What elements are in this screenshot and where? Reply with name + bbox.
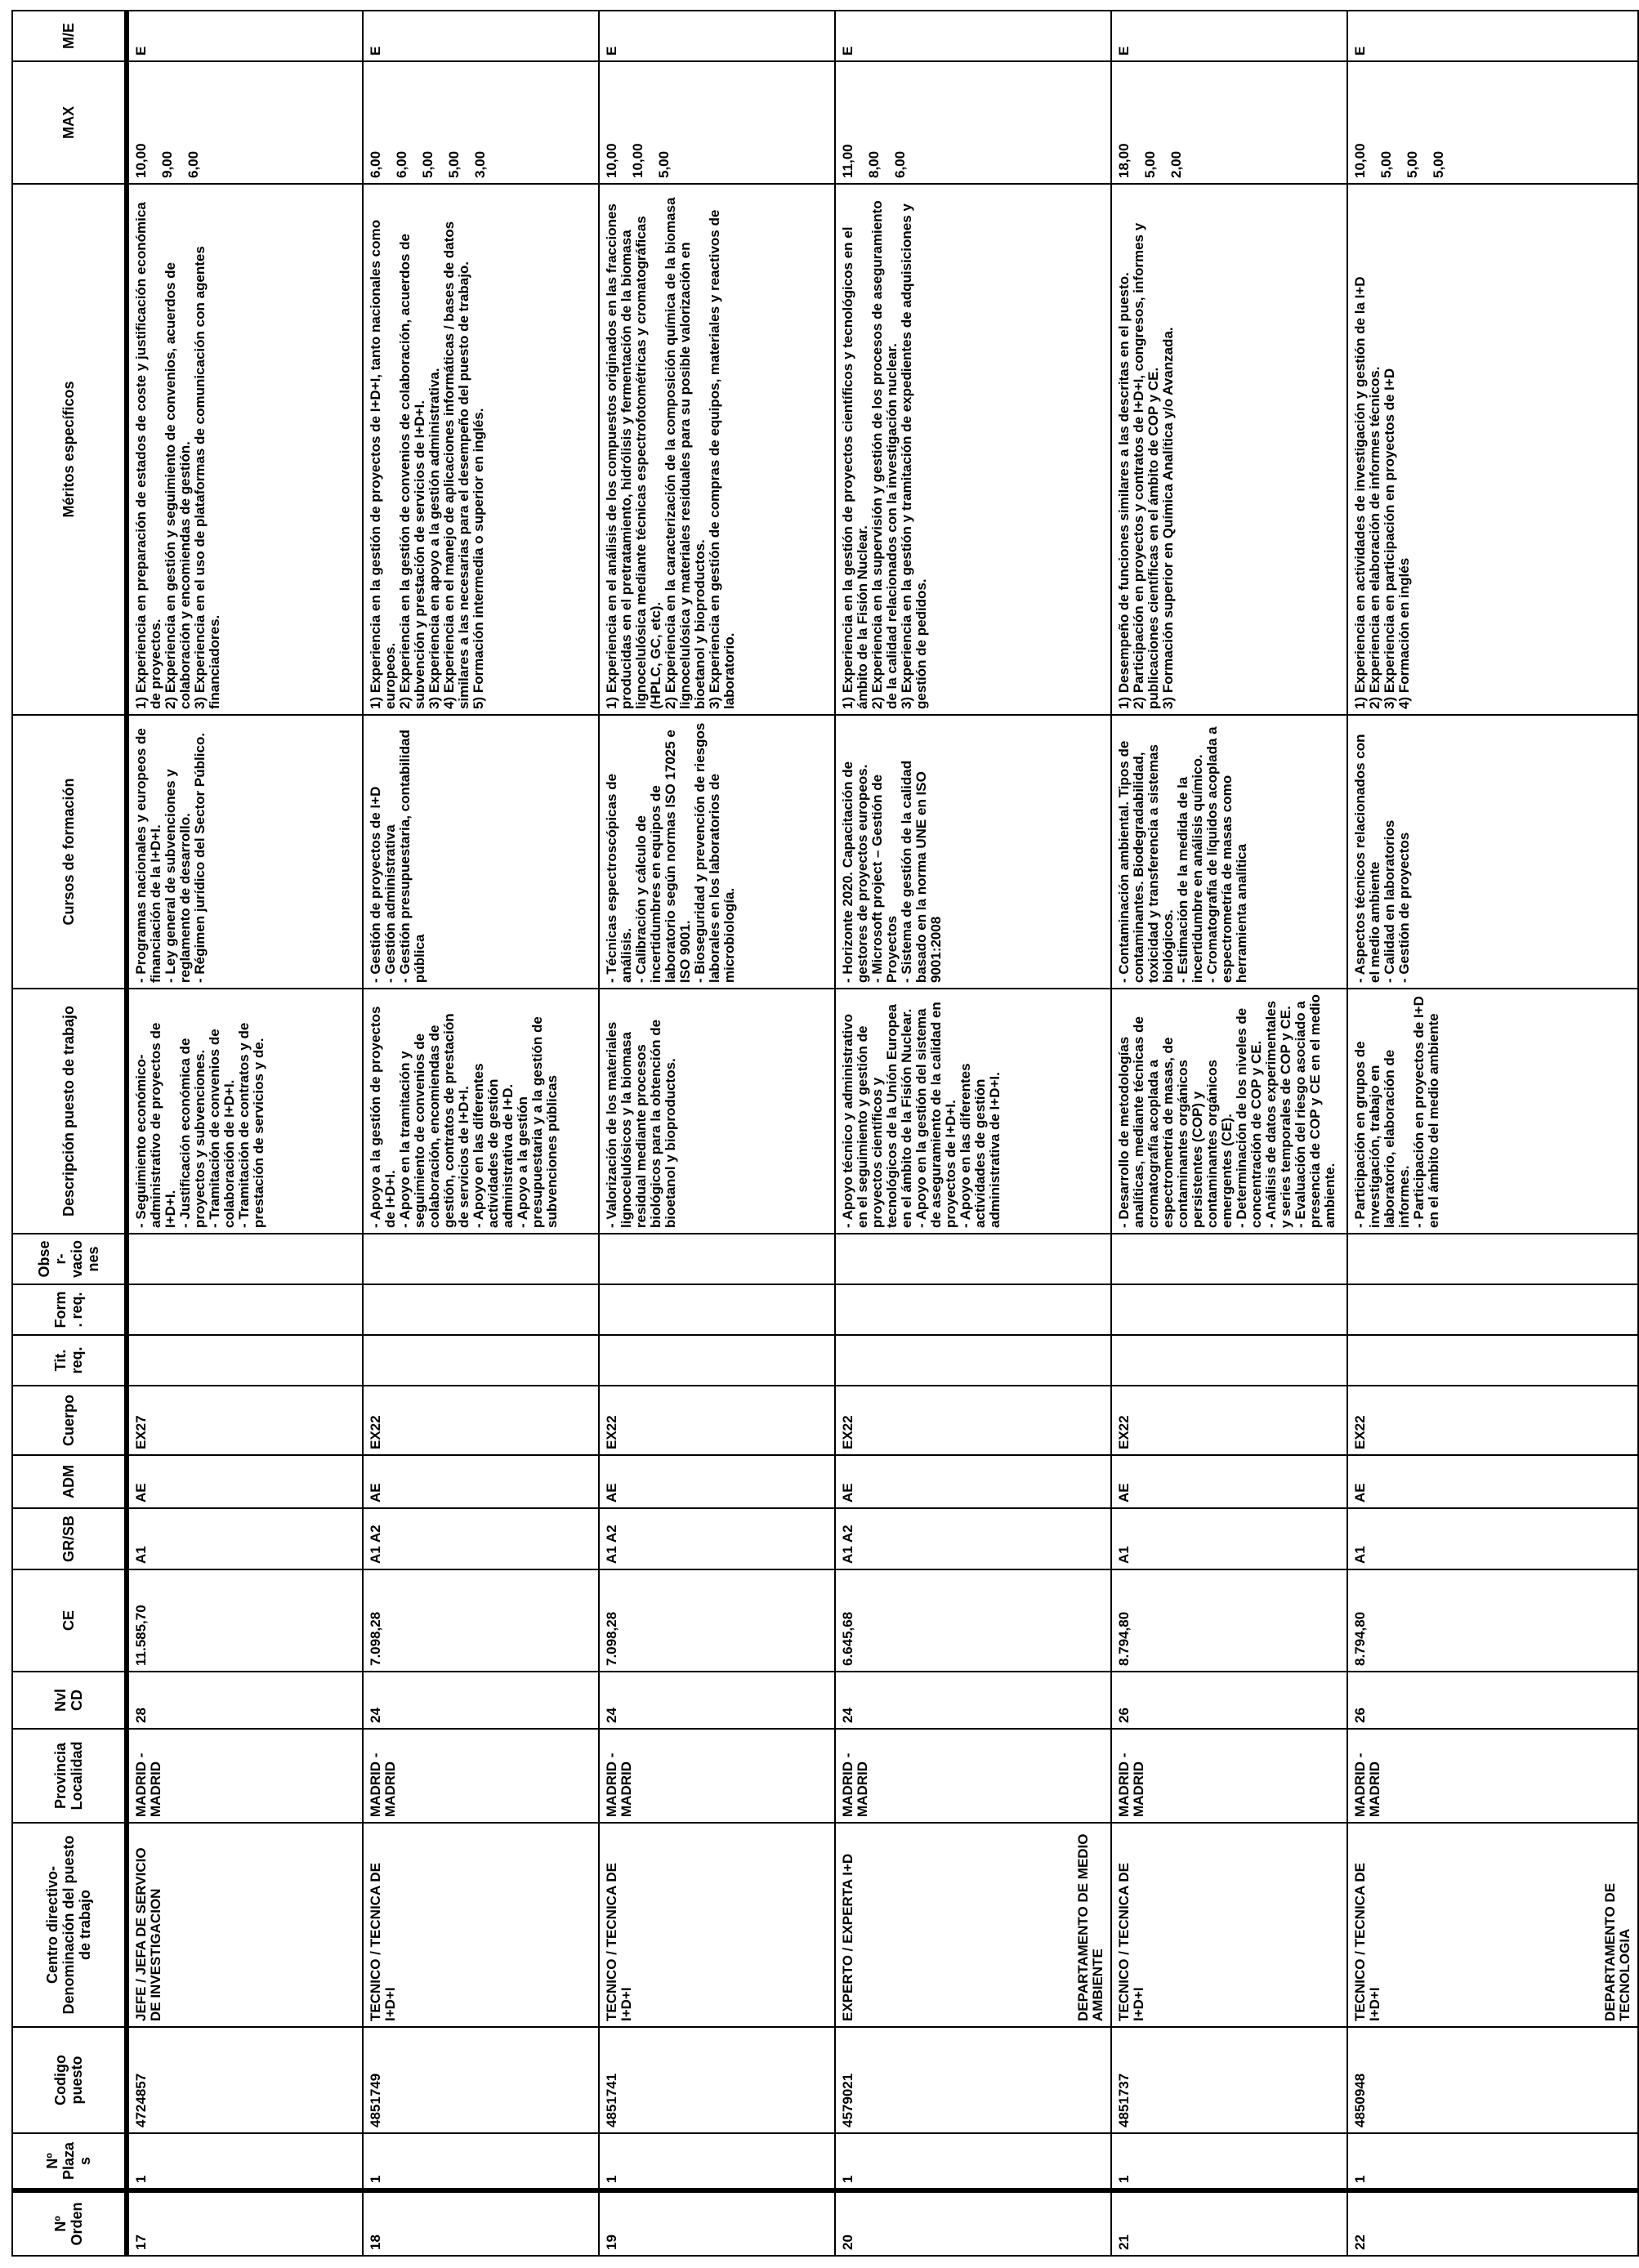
cell-orden: 20: [835, 2190, 1111, 2256]
cell-orden: 18: [363, 2190, 599, 2256]
position-title: EXPERTO / EXPERTA I+D: [840, 1853, 855, 2021]
cell-provincia: MADRID - MADRID: [127, 1729, 363, 1823]
cell-observaciones: [1111, 1234, 1347, 1284]
cell-orden: 19: [599, 2190, 835, 2256]
cell-nivel: 24: [835, 1672, 1111, 1729]
header-provincia: Provincia Localidad: [12, 1729, 127, 1823]
cell-nivel: 28: [127, 1672, 363, 1729]
cell-centro: [1347, 1823, 1638, 2027]
cell-ce: 7.098,28: [599, 1569, 835, 1672]
cell-cuerpo: EX27: [127, 1386, 363, 1455]
cell-meritos: [1111, 184, 1347, 715]
cell-formreq: [1347, 1284, 1638, 1335]
meritos-text: 1) Experiencia en actividades de investigación y gestión de la I+D 2) Experiencia en elaboración de informes técnicos. 3) Experiencia en participación en proyectos de I+D 4) Formación en inglés: [1352, 276, 1412, 709]
job-positions-table: [11, 10, 1639, 2257]
position-title: TECNICO / TECNICA DE I+D+I: [1352, 1863, 1382, 2021]
cell-meritos: [1347, 184, 1638, 715]
cell-descripcion: [599, 989, 835, 1234]
cell-max: [127, 61, 363, 184]
header-titreq: Tit. req.: [12, 1335, 127, 1386]
max-score: 5,00: [1142, 150, 1158, 178]
cell-grsb: A1 A2: [835, 1508, 1111, 1569]
cursos-text: - Aspectos técnicos relacionados con el medio ambiente - Calidad en laboratorios - Gestión de proyectos: [1352, 734, 1412, 983]
cell-cuerpo: EX22: [599, 1386, 835, 1455]
table-row: [127, 11, 363, 2256]
cell-observaciones: [363, 1234, 599, 1284]
cell-ce: 6.645,68: [835, 1569, 1111, 1672]
cell-max: [1347, 61, 1638, 184]
header-codigo: Codigo puesto: [12, 2027, 127, 2133]
max-score: 6,00: [185, 150, 201, 178]
max-score: 10,00: [133, 143, 149, 178]
cell-centro: [1111, 1823, 1347, 2027]
max-score: 5,00: [1378, 150, 1394, 178]
cell-cuerpo: EX22: [363, 1386, 599, 1455]
cell-me: E: [127, 11, 363, 61]
max-score: 10,00: [630, 143, 645, 178]
cell-adm: AE: [363, 1455, 599, 1508]
cursos-text: - Gestión de proyectos de I+D - Gestión administrativa - Gestión presupuestaria, contabilidad pública: [368, 730, 427, 983]
cell-provincia: MADRID - MADRID: [1347, 1729, 1638, 1823]
max-score: 10,00: [604, 143, 619, 178]
cell-plazas: 1: [1111, 2133, 1347, 2190]
cell-titreq: [1111, 1335, 1347, 1386]
cell-provincia: MADRID - MADRID: [363, 1729, 599, 1823]
max-score: 6,00: [394, 150, 409, 178]
cell-titreq: [1347, 1335, 1638, 1386]
cell-codigo: 4850948: [1347, 2027, 1638, 2133]
cell-provincia: MADRID - MADRID: [599, 1729, 835, 1823]
descripcion-text: - Participación en grupos de investigación, trabajo en laboratorio, elaboración de informes. - Participación en proyectos de I+D en el ámbito del medio ambiente: [1352, 996, 1441, 1228]
cell-cuerpo: EX22: [1111, 1386, 1347, 1455]
cell-meritos: [599, 184, 835, 715]
cell-formreq: [127, 1284, 363, 1335]
cell-ce: 7.098,28: [363, 1569, 599, 1672]
cell-nivel: 26: [1111, 1672, 1347, 1729]
header-descripcion: Descripción puesto de trabajo: [12, 989, 127, 1234]
cell-descripcion: [363, 989, 599, 1234]
descripcion-text: - Valorización de los materiales lignocelulósicos y la biomasa residual mediante procesos biológicos para la obtención de bioetanol y bioproductos.: [604, 1019, 678, 1228]
cell-cursos: [363, 715, 599, 989]
header-nivel: Nvl CD: [12, 1672, 127, 1729]
cell-nivel: 24: [599, 1672, 835, 1729]
table-row: [599, 11, 835, 2256]
header-cuerpo: Cuerpo: [12, 1386, 127, 1455]
cell-formreq: [835, 1284, 1111, 1335]
cell-cursos: [835, 715, 1111, 989]
max-score: 5,00: [656, 150, 672, 178]
cell-adm: AE: [1111, 1455, 1347, 1508]
cell-cursos: [1111, 715, 1347, 989]
cell-me: E: [363, 11, 599, 61]
meritos-text: 1) Experiencia en la gestión de proyectos científicos y tecnológicos en el ámbito de la Fisión Nuclear. 2) Experiencia en la supervisión y gestión de los procesos de aseguramiento de la calidad relacionados con la investigación nuclear. 3) Experiencia en la gestión y tramitación de expedientes de adquisiciones y gestión de pedidos.: [840, 200, 929, 709]
cell-orden: 17: [127, 2190, 363, 2256]
cell-adm: AE: [127, 1455, 363, 1508]
meritos-text: 1) Experiencia en preparación de estados de coste y justificación económica de proyectos. 2) Experiencia en gestión y seguimiento de convenios, acuerdos de colaboración y encomiendas de gestión. 3) Experiencia en el uso de plataformas de comunicación con agentes financiadores.: [133, 202, 222, 709]
cell-adm: AE: [1347, 1455, 1638, 1508]
cell-max: [1111, 61, 1347, 184]
cell-cursos: [127, 715, 363, 989]
cell-descripcion: [127, 989, 363, 1234]
cell-nivel: 26: [1347, 1672, 1638, 1729]
cell-meritos: [127, 184, 363, 715]
header-cursos: Cursos de formación: [12, 715, 127, 989]
cell-observaciones: [127, 1234, 363, 1284]
cell-observaciones: [835, 1234, 1111, 1284]
cell-plazas: 1: [1347, 2133, 1638, 2190]
max-score: 5,00: [1431, 150, 1446, 178]
cell-observaciones: [599, 1234, 835, 1284]
header-meritos: Méritos específicos: [12, 184, 127, 715]
max-score: 6,00: [892, 150, 908, 178]
cell-descripcion: [835, 989, 1111, 1234]
cell-formreq: [363, 1284, 599, 1335]
table-row: [1111, 11, 1347, 2256]
max-score: 5,00: [446, 150, 462, 178]
cell-titreq: [363, 1335, 599, 1386]
cell-plazas: 1: [363, 2133, 599, 2190]
cell-adm: AE: [599, 1455, 835, 1508]
cell-grsb: A1: [1347, 1508, 1638, 1569]
cell-plazas: 1: [127, 2133, 363, 2190]
cell-cuerpo: EX22: [1347, 1386, 1638, 1455]
cell-meritos: [835, 184, 1111, 715]
max-score: 5,00: [420, 150, 435, 178]
max-score: 18,00: [1116, 143, 1132, 178]
cell-codigo: 4851741: [599, 2027, 835, 2133]
cell-centro: [127, 1823, 363, 2027]
descripcion-text: - Desarrollo de metodologías analíticas, mediante técnicas de cromatografía acoplada a espectrometría de masas, de contaminantes orgánicos persistentes (COP) y contaminantes orgánicos emergentes (CE). - Determinación de los niveles de concentración de COP y CE. - Análisis de datos experimentales y series temporales de COP y CE. - Evaluación del riesgo asociado a presencia de COP y CE en el medio ambiente.: [1116, 994, 1338, 1228]
cell-cursos: [599, 715, 835, 989]
header-max: MAX: [12, 61, 127, 184]
header-orden: Nº Orden: [12, 2190, 127, 2256]
header-grsb: GR/SB: [12, 1508, 127, 1569]
cell-plazas: 1: [599, 2133, 835, 2190]
cell-codigo: 4579021: [835, 2027, 1111, 2133]
department-name: DEPARTAMENTO DE TECNOLOGIA: [1602, 1882, 1632, 2021]
meritos-text: 1) Experiencia en la gestión de proyectos de I+D+I, tanto nacionales como europeos. 2) Experiencia en la gestión de convenios de colaboración, acuerdos de subvención y prestación de servicios de I+D+I. 3) Experiencia en apoyo a la gestión administrativa. 4) Experiencia en el manejo de aplicaciones informáticas / bases de datos similares a las necesarias para el desempeño del puesto de trabajo. 5) Formación intermedia o superior en inglés.: [368, 220, 486, 709]
header-ce: CE: [12, 1569, 127, 1672]
cell-centro: [835, 1823, 1111, 2027]
cell-titreq: [599, 1335, 835, 1386]
cell-codigo: 4724857: [127, 2027, 363, 2133]
cell-provincia: MADRID - MADRID: [835, 1729, 1111, 1823]
table-header-row: [12, 11, 127, 2256]
meritos-text: 1) Experiencia en el análisis de los compuestos originados en las fracciones producidas en el pretratamiento, hidrólisis y fermentación de la biomasa lignocelulósica mediante técnicas espectrofotométricas y cromatográficas (HPLC, GC, etc). 2) Experiencia en la caracterización de la composición química de la biomasa lignocelulósica y materiales residuales para su posible valorización en bioetanol y bioproductos. 3) Experiencia en gestión de compras de equipos, materiales y reactivos de laboratorio.: [604, 197, 737, 709]
cell-cursos: [1347, 715, 1638, 989]
cell-codigo: 4851737: [1111, 2027, 1347, 2133]
cell-me: E: [1347, 11, 1638, 61]
position-title: TECNICO / TECNICA DE I+D+I: [368, 1863, 398, 2021]
table-row: [1347, 11, 1638, 2256]
max-score: 2,00: [1168, 150, 1184, 178]
cell-me: E: [835, 11, 1111, 61]
header-observaciones: Obser-vaciones: [12, 1234, 127, 1284]
cell-centro: [363, 1823, 599, 2027]
cell-grsb: A1 A2: [363, 1508, 599, 1569]
cell-titreq: [127, 1335, 363, 1386]
cell-grsb: A1: [127, 1508, 363, 1569]
cell-formreq: [599, 1284, 835, 1335]
cell-max: [599, 61, 835, 184]
cell-cuerpo: EX22: [835, 1386, 1111, 1455]
cell-me: E: [599, 11, 835, 61]
cell-grsb: A1: [1111, 1508, 1347, 1569]
cursos-text: - Contaminación ambiental. Tipos de contaminantes. Biodegradabilidad, toxicidad y transferencia a sistemas biológicos. - Estimación de la medida de la incertidumbre en análisis químico. - Cromatografía de líquidos acoplada a espectrometría de masas como herramienta analítica: [1116, 726, 1249, 983]
cell-orden: 21: [1111, 2190, 1347, 2256]
header-adm: ADM: [12, 1455, 127, 1508]
position-title: TECNICO / TECNICA DE I+D+I: [604, 1863, 634, 2021]
cell-provincia: MADRID - MADRID: [1111, 1729, 1347, 1823]
cell-orden: 22: [1347, 2190, 1638, 2256]
cell-max: [363, 61, 599, 184]
cursos-text: - Programas nacionales y europeos de financiación de la I+D+I. - Ley general de subvenciones y reglamento de desarrollo. - Régimen jurídico del Sector Público.: [133, 728, 208, 983]
position-title: TECNICO / TECNICA DE I+D+I: [1116, 1863, 1146, 2021]
cell-ce: 11.585,70: [127, 1569, 363, 1672]
max-score: 6,00: [368, 150, 383, 178]
cell-grsb: A1 A2: [599, 1508, 835, 1569]
cell-descripcion: [1111, 989, 1347, 1234]
cell-ce: 8.794,80: [1347, 1569, 1638, 1672]
cell-meritos: [363, 184, 599, 715]
meritos-text: 1) Desempeño de funciones similares a las descritas en el puesto. 2) Participación en proyectos y contratos de I+D+I, congresos, informes y publicaciones científicas en el ámbito de COP y CE. 3) Formación superior en Química Analítica y/o Avanzada.: [1116, 222, 1176, 709]
descripcion-text: - Seguimiento económico-administrativo de proyectos de I+D+I. - Justificación económica de proyectos y subvenciones. - Tramitación de convenios de colaboración de I+D+I. - Tramitación de contratos y de prestación de servicios y de.: [133, 1022, 266, 1228]
cell-nivel: 24: [363, 1672, 599, 1729]
table-row: [363, 11, 599, 2256]
descripcion-text: - Apoyo a la gestión de proyectos de I+D+I. - Apoyo en la tramitación y seguimiento de convenios de colaboración, encomiendas de gestión, contratos de prestación de servicios de I+D+I. - Apoyo en las diferentes actividades de gestión administrativa de I+D. - Apoyo a la gestión presupuestaria y a la gestión de subvenciones públicas: [368, 1006, 560, 1228]
cell-observaciones: [1347, 1234, 1638, 1284]
table-row: [835, 11, 1111, 2256]
cell-ce: 8.794,80: [1111, 1569, 1347, 1672]
cell-codigo: 4851749: [363, 2027, 599, 2133]
cursos-text: - Técnicas espectroscópicas de análisis. - Calibración y cálculo de incertidumbres en equipos de laboratorio según normas ISO 17025 e ISO 9001. - Bioseguridad y prevención de riesgos laborales en los laboratorios de microbiología.: [604, 722, 737, 983]
cell-centro: [599, 1823, 835, 2027]
header-centro: Centro directivo-Denominación del puesto de trabajo: [12, 1823, 127, 2027]
cell-descripcion: [1347, 989, 1638, 1234]
cell-adm: AE: [835, 1455, 1111, 1508]
cell-titreq: [835, 1335, 1111, 1386]
max-score: 8,00: [866, 150, 882, 178]
position-title: JEFE / JEFA DE SERVICIO DE INVESTIGACION: [133, 1847, 163, 2021]
descripcion-text: - Apoyo técnico y administrativo en el seguimiento y gestión de proyectos científicos y tecnológicos de la Unión Europea en el ámbito de la Fisión Nuclear. - Apoyo en la gestión del sistema de aseguramiento de la calidad en proyectos de I+D+I. - Apoyo en las diferentes actividades de gestión administrativa de I+D+I.: [840, 1002, 1003, 1228]
cell-max: [835, 61, 1111, 184]
header-formreq: Form. req.: [12, 1284, 127, 1335]
max-score: 5,00: [1405, 150, 1420, 178]
department-name: DEPARTAMENTO DE MEDIO AMBIENTE: [1075, 1833, 1105, 2021]
cell-me: E: [1111, 11, 1347, 61]
max-score: 9,00: [159, 150, 175, 178]
cursos-text: - Horizonte 2020. Capacitación de gestores de proyectos europeos. - Microsoft project – Gestión de Proyectos - Sistema de gestión de la calidad basado en la norma UNE en ISO 9001:2008: [840, 760, 944, 983]
max-score: 11,00: [840, 144, 855, 178]
cell-formreq: [1111, 1284, 1347, 1335]
cell-plazas: 1: [835, 2133, 1111, 2190]
header-me: M/E: [12, 11, 127, 61]
header-plazas: Nº Plazas: [12, 2133, 127, 2190]
max-score: 10,00: [1352, 143, 1368, 178]
max-score: 3,00: [472, 150, 488, 178]
